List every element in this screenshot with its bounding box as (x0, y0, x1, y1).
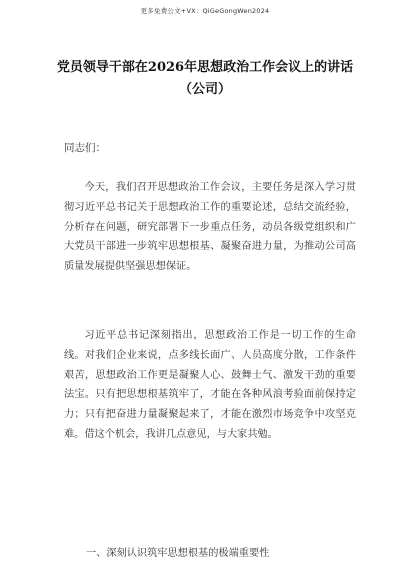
salutation: 同志们： (64, 142, 106, 154)
document-title: 党员领导干部在2026年思想政治工作会议上的讲话 (56, 60, 354, 75)
section-heading: 一、深刻认识筑牢思想根基的极端重要性 (86, 548, 270, 559)
document-subtitle: （公司） (178, 82, 231, 97)
body-paragraph-1: 今天，我们召开思想政治工作会议，主要任务是深入学习贯彻习近平总书记关于思想政治工作的重要论述，总结交流经验，分析存在问题，研究部署下一步重点任务，动员各级党组织和广大党员干部进一步筑牢思想根基、凝聚奋进力量，为推动公司高质量发展提供坚强思想保证。 (64, 182, 356, 273)
header-note: 更多免费公文+VX：QiGeGongWen2024 (140, 7, 270, 15)
body-paragraph-2: 习近平总书记深刻指出，思想政治工作是一切工作的生命线。对我们企业来说，点多线长面广、人员高度分散，工作条件艰苦，思想政治工作更是凝聚人心、鼓舞士气、激发干劲的重要法宝。只有把思想根基筑牢了，才能在各种风浪考验面前保持定力；只有把奋进力量凝聚起来了，才能在激烈市场竞争中攻坚克难。借这个机会，我讲几点意见，与大家共勉。 (64, 330, 356, 440)
